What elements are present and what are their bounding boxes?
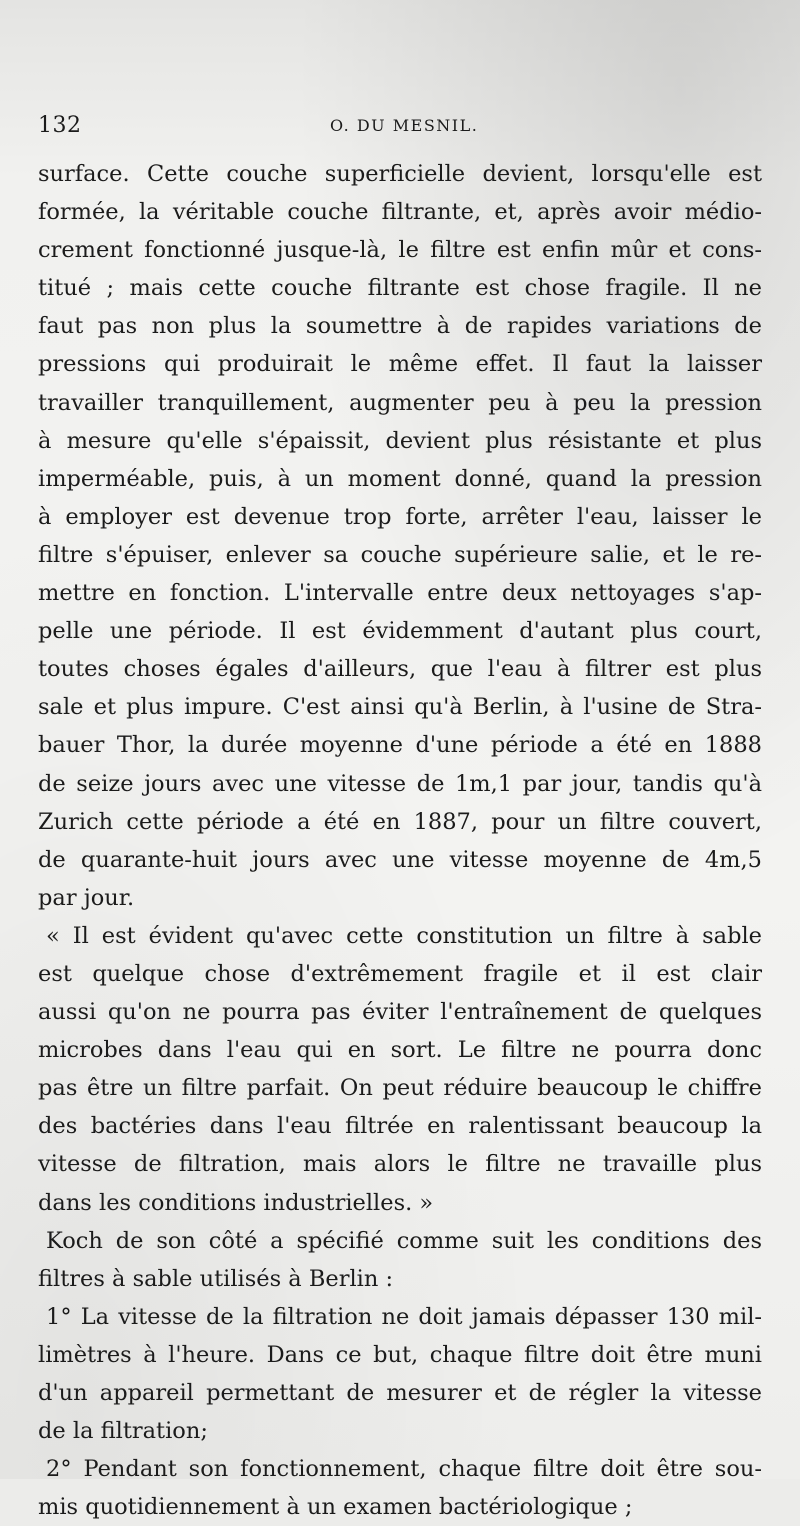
text-line: « Il est évident qu'avec cette constitution un filtre à sable bbox=[46, 922, 762, 949]
text-line: formée, la véritable couche filtrante, et, après avoir médio- bbox=[38, 199, 762, 226]
text-line: mis quotidiennement à un examen bactériologique ; bbox=[38, 1494, 633, 1521]
text-line: vitesse de filtration, mais alors le filtre ne travaille plus bbox=[38, 1151, 762, 1178]
text-line: par jour. bbox=[38, 884, 135, 911]
text-line: surface. Cette couche superficielle devient, lorsqu'elle est bbox=[38, 161, 762, 187]
text-line: limètres à l'heure. Dans ce but, chaque filtre doit être muni bbox=[38, 1341, 762, 1368]
text-line: sale et plus impure. C'est ainsi qu'à Berlin, à l'usine de Stra- bbox=[38, 694, 762, 721]
text-line: pas être un filtre parfait. On peut réduire beaucoup le chiffre bbox=[38, 1075, 762, 1102]
page-number: 132 bbox=[38, 113, 82, 138]
text-line: à employer est devenue trop forte, arrêter l'eau, laisser le bbox=[38, 503, 762, 530]
text-line: 1° La vitesse de la filtration ne doit jamais dépasser 130 mil- bbox=[46, 1303, 762, 1330]
text-line: de quarante-huit jours avec une vitesse moyenne de 4m,5 bbox=[38, 846, 762, 873]
page-header bbox=[38, 113, 758, 143]
text-line: aussi qu'on ne pourra pas éviter l'entraînement de quelques bbox=[38, 999, 762, 1026]
text-line: imperméable, puis, à un moment donné, quand la pression bbox=[38, 465, 762, 492]
text-line: microbes dans l'eau qui en sort. Le filtre ne pourra donc bbox=[38, 1037, 762, 1064]
text-line: des bactéries dans l'eau filtrée en ralentissant beaucoup la bbox=[38, 1113, 762, 1140]
text-line: pelle une période. Il est évidemment d'autant plus court, bbox=[38, 618, 762, 645]
text-line: d'un appareil permettant de mesurer et de régler la vitesse bbox=[38, 1380, 762, 1406]
text-line: filtre s'épuiser, enlever sa couche supérieure salie, et le re- bbox=[38, 541, 762, 568]
body-text bbox=[38, 155, 762, 1526]
text-line: travailler tranquillement, augmenter peu à peu la pression bbox=[38, 389, 762, 416]
text-line: crement fonctionné jusque-là, le filtre est enfin mûr et cons- bbox=[38, 237, 762, 264]
text-line: à mesure qu'elle s'épaissit, devient plus résistante et plus bbox=[38, 427, 762, 454]
text-line: de la filtration; bbox=[38, 1418, 208, 1445]
text-line: Koch de son côté a spécifié comme suit les conditions des bbox=[46, 1227, 762, 1254]
running-head: O. DU MESNIL. bbox=[330, 116, 479, 135]
text-line: est quelque chose d'extrêmement fragile et il est clair bbox=[38, 960, 762, 987]
text-line: mettre en fonction. L'intervalle entre deux nettoyages s'ap- bbox=[38, 580, 762, 607]
text-line: faut pas non plus la soumettre à de rapides variations de bbox=[38, 313, 762, 340]
text-line: titué ; mais cette couche filtrante est chose fragile. Il ne bbox=[38, 275, 762, 302]
text-line: Zurich cette période a été en 1887, pour un filtre couvert, bbox=[38, 808, 762, 835]
text-line: bauer Thor, la durée moyenne d'une période a été en 1888 bbox=[38, 732, 762, 759]
text-line: 2° Pendant son fonctionnement, chaque filtre doit être sou- bbox=[46, 1456, 762, 1483]
text-line: toutes choses égales d'ailleurs, que l'eau à filtrer est plus bbox=[38, 656, 762, 683]
text-line: filtres à sable utilisés à Berlin : bbox=[38, 1265, 394, 1292]
text-line: pressions qui produirait le même effet. Il faut la laisser bbox=[38, 351, 762, 378]
text-line: dans les conditions industrielles. » bbox=[38, 1189, 434, 1216]
text-line: de seize jours avec une vitesse de 1m,1 par jour, tandis qu'à bbox=[38, 770, 762, 797]
